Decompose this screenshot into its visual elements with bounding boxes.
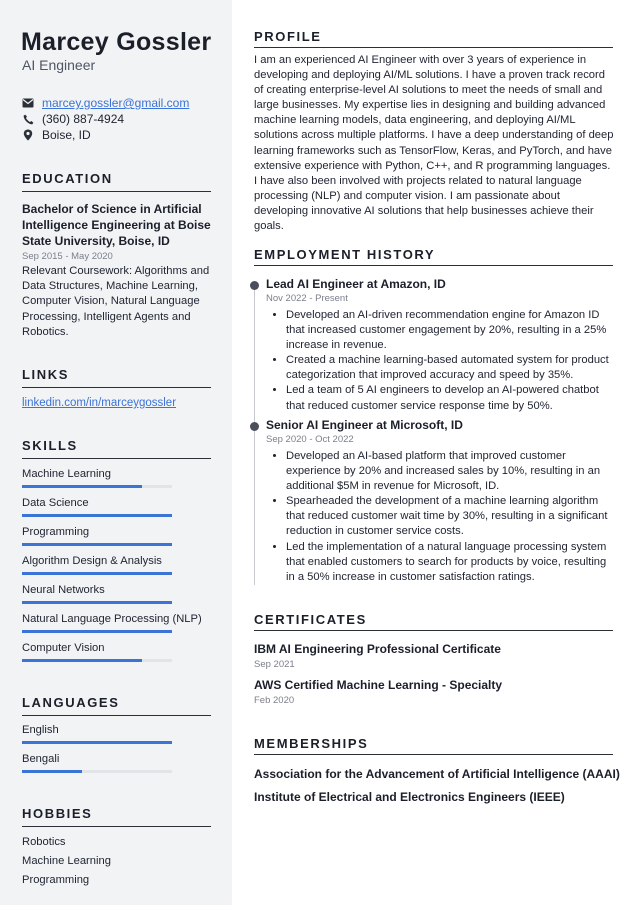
education-description: Relevant Coursework: Algorithms and Data Structures, Machine Learning, Computer Vision, Natural Language Processing, Intelligent Agents and Robotics. xyxy=(22,265,210,338)
email-link[interactable]: marcey.gossler@gmail.com xyxy=(42,96,190,110)
timeline-dot xyxy=(250,281,259,290)
job-bullet: • Led the implementation of a natural language processing system that enabled customers to search for products by voice, resulting in a 50% increase in customer satisfaction ratings. xyxy=(286,540,614,585)
membership-item: Institute of Electrical and Electronics Engineers (IEEE) xyxy=(254,790,565,804)
job-bullets xyxy=(266,449,614,585)
job-bullet: • Spearheaded the development of a machine learning algorithm that reduced customer wait time by 30%, resulting in a significant reduction in customer service costs. xyxy=(286,494,614,539)
timeline-dot xyxy=(250,422,259,431)
job-title: Lead AI Engineer at Amazon, ID xyxy=(266,277,446,291)
language-level-fill xyxy=(22,741,172,744)
linkedin-link[interactable]: linkedin.com/in/marceygossler xyxy=(22,397,177,409)
skill-level-fill xyxy=(22,572,172,575)
job-entry xyxy=(266,418,614,585)
language-level-bar xyxy=(22,770,172,773)
skill-label: Algorithm Design & Analysis xyxy=(22,555,162,567)
skill-label: Programming xyxy=(22,526,90,538)
location-pin-icon xyxy=(22,129,34,141)
mail-icon xyxy=(22,97,34,109)
membership-item: Association for the Advancement of Artificial Intelligence (AAAI) xyxy=(254,767,620,781)
skill-item xyxy=(22,613,202,633)
candidate-title: AI Engineer xyxy=(22,57,96,73)
skill-level-bar xyxy=(22,543,172,546)
skill-level-bar xyxy=(22,514,172,517)
memberships-heading: MEMBERSHIPS xyxy=(254,736,613,755)
education-heading: EDUCATION xyxy=(22,171,211,192)
hobby-item: Programming xyxy=(22,874,90,886)
skill-level-bar xyxy=(22,630,172,633)
hobbies-heading: HOBBIES xyxy=(22,806,211,827)
contact-email-row xyxy=(22,96,212,110)
skill-label: Computer Vision xyxy=(22,642,105,654)
hobby-item: Robotics xyxy=(22,836,66,848)
certificate-name: AWS Certified Machine Learning - Specialty xyxy=(254,678,503,692)
skill-level-bar xyxy=(22,659,172,662)
skill-level-bar xyxy=(22,601,172,604)
skill-label: Natural Language Processing (NLP) xyxy=(22,613,202,625)
language-label: Bengali xyxy=(22,753,60,765)
job-bullet: • Developed an AI-driven recommendation engine for Amazon ID that increased customer engagement by 20%, resulting in a 25% increase in revenue. xyxy=(286,308,614,353)
links-heading: LINKS xyxy=(22,367,211,388)
education-degree: Bachelor of Science in Artificial Intelligence Engineering at Boise State University, Boise, ID xyxy=(22,202,211,248)
timeline-line xyxy=(254,285,255,585)
language-level-fill xyxy=(22,770,82,773)
phone-icon xyxy=(22,113,34,125)
job-entry xyxy=(266,277,614,414)
job-bullet: • Created a machine learning-based automated system for product categorization that improved accuracy and speed by 35%. xyxy=(286,353,614,383)
sidebar xyxy=(0,0,232,905)
profile-heading: PROFILE xyxy=(254,29,613,48)
certificate-name: IBM AI Engineering Professional Certificate xyxy=(254,642,501,656)
job-dates: Nov 2022 - Present xyxy=(266,293,348,304)
skill-label: Machine Learning xyxy=(22,468,111,480)
employment-heading: EMPLOYMENT HISTORY xyxy=(254,247,613,266)
language-item xyxy=(22,753,172,773)
skill-label: Data Science xyxy=(22,497,89,509)
skill-level-fill xyxy=(22,485,142,488)
skill-item xyxy=(22,555,172,575)
location-text: Boise, ID xyxy=(42,128,91,142)
skill-level-fill xyxy=(22,601,172,604)
job-bullet: • Developed an AI-based platform that improved customer experience by 20% and increased sales by 10%, resulting in an additional $5M in revenue for Microsoft, ID. xyxy=(286,449,614,494)
job-bullets xyxy=(266,308,614,414)
language-level-bar xyxy=(22,741,172,744)
job-bullet: • Led a team of 5 AI engineers to develop an AI-powered chatbot that reduced customer service response time by 50%. xyxy=(286,383,614,413)
profile-summary: I am an experienced AI Engineer with over 3 years of experience in developing and deploying AI/ML solutions. I have a proven track record of creating enterprise-level AI solutions to meet the needs of small and large businesses. My expertise lies in designing and building advanced machine learning models, data engineering, and deploying AI/ML solutions across multiple platforms. I have a deep understanding of deep learning frameworks such as TensorFlow, Keras, and PyTorch, and have extensive experience with Python, C++, and R programming languages. I have also been involved with projects related to natural language processing (NLP) and computer vision. I am passionate about developing innovative AI solutions that help businesses achieve their goals. xyxy=(254,54,614,233)
skills-heading: SKILLS xyxy=(22,438,211,459)
job-title: Senior AI Engineer at Microsoft, ID xyxy=(266,418,463,432)
languages-heading: LANGUAGES xyxy=(22,695,211,716)
language-label: English xyxy=(22,724,59,736)
education-dates: Sep 2015 - May 2020 xyxy=(22,251,113,262)
hobby-item: Machine Learning xyxy=(22,855,111,867)
skill-level-fill xyxy=(22,659,142,662)
skill-level-fill xyxy=(22,630,172,633)
skill-level-bar xyxy=(22,572,172,575)
skill-item xyxy=(22,642,172,662)
skill-level-fill xyxy=(22,543,172,546)
skill-item xyxy=(22,526,172,546)
skill-item xyxy=(22,468,172,488)
skill-label: Neural Networks xyxy=(22,584,105,596)
job-dates: Sep 2020 - Oct 2022 xyxy=(266,434,354,445)
skill-level-bar xyxy=(22,485,172,488)
certificate-date: Feb 2020 xyxy=(254,695,295,706)
language-item xyxy=(22,724,172,744)
skill-level-fill xyxy=(22,514,172,517)
certificates-heading: CERTIFICATES xyxy=(254,612,613,631)
skill-item xyxy=(22,497,172,517)
skill-item xyxy=(22,584,172,604)
candidate-name: Marcey Gossler xyxy=(21,28,212,56)
certificate-date: Sep 2021 xyxy=(254,659,295,670)
contact-location-row xyxy=(22,128,212,142)
contact-phone-row xyxy=(22,112,212,126)
phone-number: (360) 887-4924 xyxy=(42,112,125,126)
